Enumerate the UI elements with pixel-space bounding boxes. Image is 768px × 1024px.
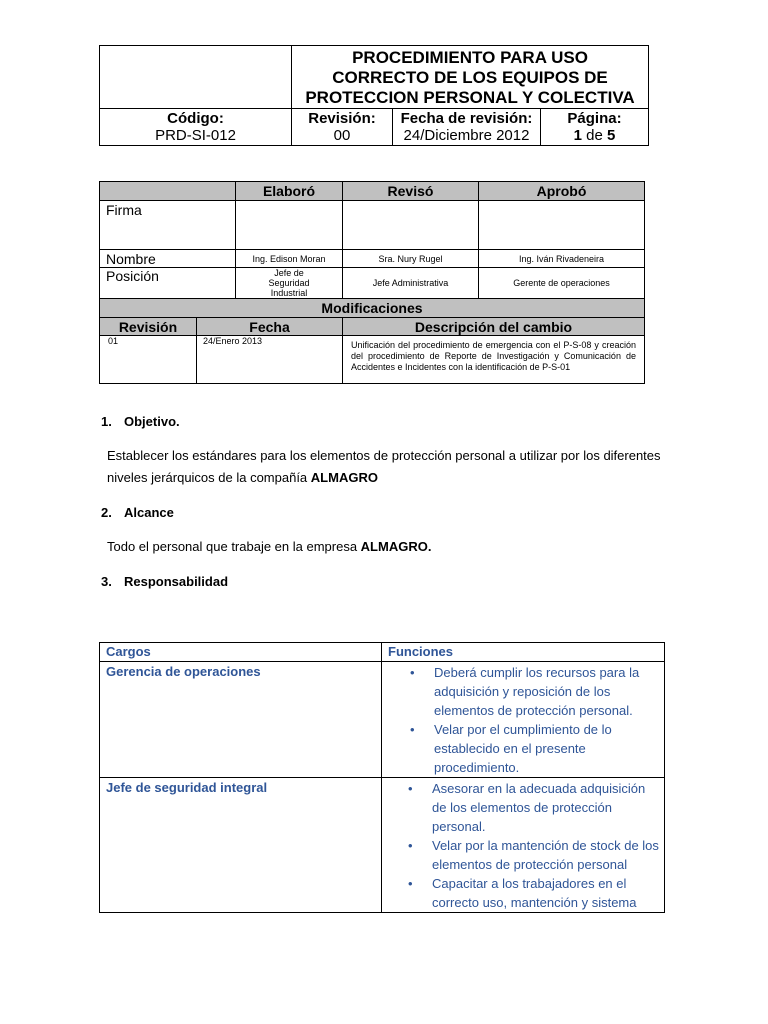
table-row [100,336,645,384]
mod-col-revision: Revisión [100,318,197,336]
pagina-current: 1 [573,127,582,144]
title-line: CORRECTO DE LOS EQUIPOS DE [332,68,608,87]
col-cargos: Cargos [100,643,382,662]
section-title: Objetivo. [124,414,180,429]
list-item: • Velar por la mantención de stock de los elementos de protección personal [432,836,660,874]
company-name: ALMAGRO [310,470,378,485]
nombre-reviso: Sra. Nury Rugel [343,250,479,268]
title-line: PROTECCION PERSONAL Y COLECTIVA [305,88,635,107]
section-objetivo-heading [101,414,180,429]
posicion-elaboro: Jefe de Seguridad Industrial [236,268,343,299]
section-objetivo-text [107,445,667,489]
col-aprobo: Aprobó [479,182,645,201]
funciones-jefe-seguridad [382,778,665,913]
header-table [99,45,649,146]
approvals-corner [100,182,236,201]
codigo-value: PRD-SI-012 [155,127,236,144]
col-funciones: Funciones [382,643,665,662]
cargo-gerencia: Gerencia de operaciones [100,662,382,778]
cargo-jefe-seguridad: Jefe de seguridad integral [100,778,382,913]
codigo-cell [100,109,292,146]
revision-value: 00 [333,127,351,144]
funciones-gerencia [382,662,665,778]
table-row [100,778,665,913]
col-reviso: Revisó [343,182,479,201]
nombre-aprobo: Ing. Iván Rivadeneira [479,250,645,268]
firma-aprobo [479,201,645,250]
objetivo-text: Establecer los estándares para los elementos de protección personal a utilizar por los diferentes niveles jerárquicos de la compañía [107,448,661,485]
section-responsabilidad-heading [101,574,228,589]
list-item: • Deberá cumplir los recursos para la adquisición y reposición de los elementos de protección personal. [434,663,660,720]
pagina-total: 5 [607,127,616,144]
pagina-cell [541,109,649,146]
codigo-label: Código: [167,110,224,127]
posicion-label: Posición [100,268,236,299]
col-elaboro: Elaboró [236,182,343,201]
funciones-list [382,663,664,777]
responsibility-table [99,642,665,913]
document-title [292,46,649,109]
firma-label: Firma [100,201,236,250]
mod-fecha: 24/Enero 2013 [197,336,343,384]
fecha-label: Fecha de revisión: [400,110,533,127]
section-number: 1. [101,414,112,429]
section-title: Alcance [124,505,174,520]
section-alcance-heading [101,505,174,520]
logo-area [100,46,292,109]
title-line: PROCEDIMIENTO PARA USO [352,48,588,67]
section-number: 3. [101,574,112,589]
list-item: • Velar por el cumplimiento de lo establecido en el presente procedimiento. [434,720,660,777]
revision-cell [292,109,393,146]
pagina-label: Página: [567,110,622,127]
section-title: Responsabilidad [124,574,229,589]
pagina-value [541,127,648,144]
mod-revision: 01 [100,336,197,384]
fecha-cell [393,109,541,146]
table-row [100,662,665,778]
firma-reviso [343,201,479,250]
nombre-label: Nombre [100,250,236,268]
fecha-value: 24/Diciembre 2012 [403,127,530,144]
nombre-elaboro: Ing. Edison Moran [236,250,343,268]
posicion-reviso: Jefe Administrativa [343,268,479,299]
list-item: • Asesorar en la adecuada adquisición de los elementos de protección personal. [432,779,660,836]
pagina-de: de [586,127,603,144]
revision-label: Revisión: [308,110,376,127]
approvals-table [99,181,645,384]
company-name: ALMAGRO. [360,539,432,554]
funciones-list [382,779,664,912]
mod-col-fecha: Fecha [197,318,343,336]
modificaciones-title: Modificaciones [100,299,645,318]
mod-descripcion: Unificación del procedimiento de emergencia con el P-S-08 y creación del procedimiento de Reporte de Investigación y Comunicación de Accidentes e Incidentes con la identificación de P-S-01 [343,336,645,384]
list-item: • Capacitar a los trabajadores en el correcto uso, mantención y sistema [432,874,660,912]
alcance-text: Todo el personal que trabaje en la empresa [107,539,361,554]
posicion-aprobo: Gerente de operaciones [479,268,645,299]
firma-elaboro [236,201,343,250]
section-alcance-text [107,536,667,558]
section-number: 2. [101,505,112,520]
mod-col-descripcion: Descripción del cambio [343,318,645,336]
